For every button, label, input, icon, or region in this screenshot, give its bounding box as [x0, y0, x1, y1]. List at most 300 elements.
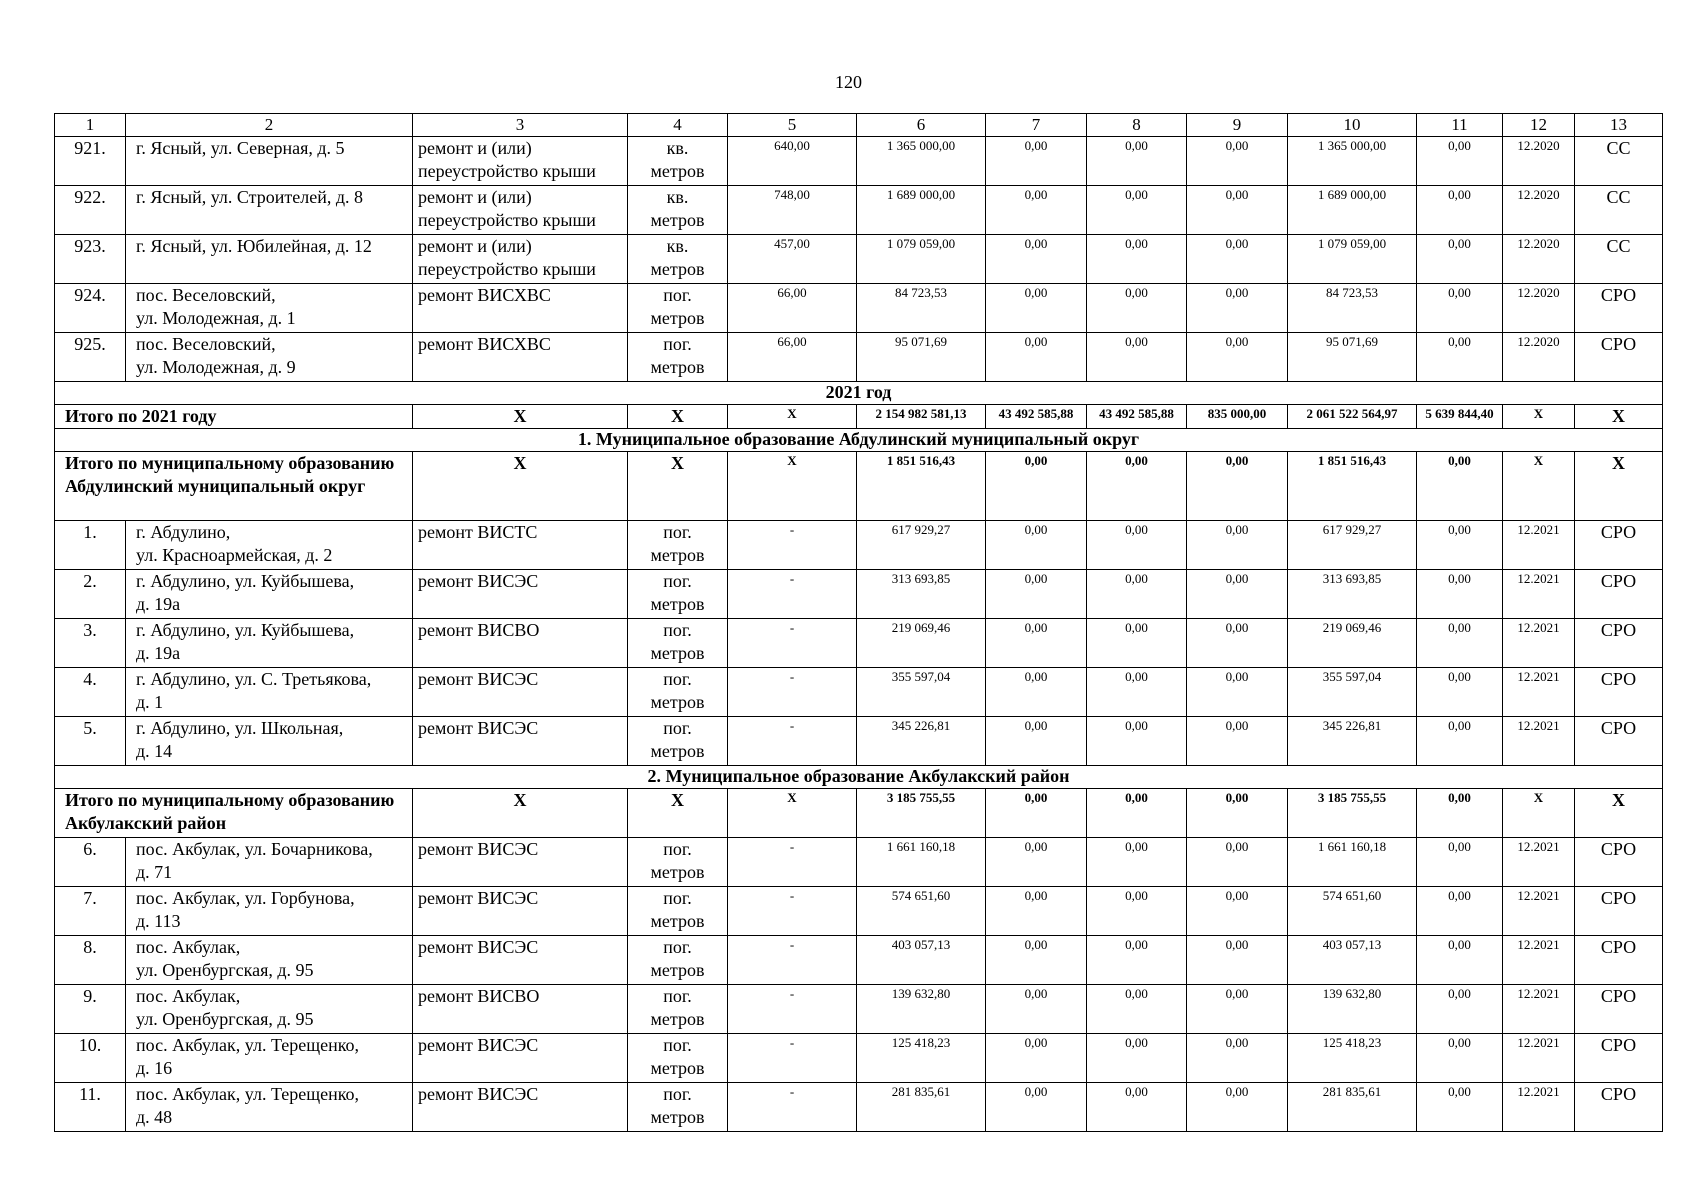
value-c9: 0,00 [1187, 717, 1288, 766]
value-date: 12.2021 [1503, 570, 1575, 619]
section-title-text: 2. Муниципальное образование Акбулакский район [55, 766, 1663, 789]
address-line: пос. Акбулак, ул. Бочарникова, [136, 839, 373, 859]
unit-line: пог. [663, 1084, 692, 1104]
value-c10: 355 597,04 [1288, 668, 1417, 717]
x-mark: Х [413, 452, 628, 521]
unit-line: метров [650, 960, 705, 980]
value-date: 12.2020 [1503, 186, 1575, 235]
x-mark: Х [628, 789, 728, 838]
value-c8: 0,00 [1087, 1034, 1187, 1083]
table-row [55, 284, 1663, 333]
value-c10: 313 693,85 [1288, 570, 1417, 619]
column-header: 2 [126, 114, 413, 137]
unit-line: метров [650, 594, 705, 614]
table-row [55, 985, 1663, 1034]
x-mark: Х [413, 405, 628, 429]
x-mark: Х [1503, 789, 1575, 838]
column-header: 5 [728, 114, 857, 137]
method-cell: СРО [1575, 985, 1663, 1034]
value-date: 12.2020 [1503, 333, 1575, 382]
method-cell: СС [1575, 186, 1663, 235]
address-cell [126, 1083, 413, 1132]
value-total: 617 929,27 [857, 521, 986, 570]
method-cell: СРО [1575, 333, 1663, 382]
method-cell: СРО [1575, 717, 1663, 766]
method-cell: СС [1575, 235, 1663, 284]
work-type-line: ремонт ВИСЭС [418, 571, 539, 591]
x-mark: Х [728, 789, 857, 838]
value-c7: 0,00 [986, 838, 1087, 887]
address-cell [126, 570, 413, 619]
value-c8: 0,00 [1087, 985, 1187, 1034]
total-c7: 43 492 585,88 [986, 405, 1087, 429]
row-number: 10. [55, 1034, 126, 1083]
value-date: 12.2021 [1503, 521, 1575, 570]
table-row [55, 619, 1663, 668]
value-c9: 0,00 [1187, 570, 1288, 619]
row-number: 2. [55, 570, 126, 619]
value-c11: 0,00 [1417, 838, 1503, 887]
value-total: 574 651,60 [857, 887, 986, 936]
method-cell: СС [1575, 137, 1663, 186]
value-c8: 0,00 [1087, 936, 1187, 985]
value-c9: 0,00 [1187, 985, 1288, 1034]
unit-line: метров [650, 862, 705, 882]
value-total: 1 661 160,18 [857, 838, 986, 887]
x-mark: Х [1503, 452, 1575, 521]
address-line: пос. Акбулак, [136, 937, 241, 957]
value-c9: 0,00 [1187, 137, 1288, 186]
work-type-line: ремонт и (или) [418, 236, 532, 256]
address-cell [126, 186, 413, 235]
unit-cell [628, 936, 728, 985]
value-area: 640,00 [728, 137, 857, 186]
table-row [55, 717, 1663, 766]
work-type-line: ремонт ВИСЭС [418, 669, 539, 689]
method-cell: СРО [1575, 619, 1663, 668]
total-c9: 835 000,00 [1187, 405, 1288, 429]
value-c10: 139 632,80 [1288, 985, 1417, 1034]
work-type-line: ремонт ВИСХВС [418, 285, 551, 305]
value-c10: 84 723,53 [1288, 284, 1417, 333]
value-c11: 0,00 [1417, 985, 1503, 1034]
value-total: 84 723,53 [857, 284, 986, 333]
row-number: 6. [55, 838, 126, 887]
value-c7: 0,00 [986, 1083, 1087, 1132]
page-number: 120 [835, 72, 862, 92]
unit-cell [628, 570, 728, 619]
x-mark: Х [413, 789, 628, 838]
value-c10: 1 079 059,00 [1288, 235, 1417, 284]
address-cell [126, 936, 413, 985]
value-c7: 0,00 [986, 186, 1087, 235]
table-row [55, 570, 1663, 619]
value-total: 345 226,81 [857, 717, 986, 766]
unit-cell [628, 838, 728, 887]
unit-cell [628, 717, 728, 766]
value-c8: 0,00 [1087, 619, 1187, 668]
value-c10: 219 069,46 [1288, 619, 1417, 668]
value-area: - [728, 619, 857, 668]
unit-cell [628, 235, 728, 284]
method-cell: СРО [1575, 284, 1663, 333]
value-c8: 0,00 [1087, 284, 1187, 333]
value-c7: 0,00 [986, 985, 1087, 1034]
total-c8: 43 492 585,88 [1087, 405, 1187, 429]
unit-line: пог. [663, 888, 692, 908]
unit-cell [628, 137, 728, 186]
row-number: 925. [55, 333, 126, 382]
value-c8: 0,00 [1087, 186, 1187, 235]
x-mark: Х [1575, 789, 1663, 838]
method-cell: СРО [1575, 1083, 1663, 1132]
work-type-cell [413, 1034, 628, 1083]
value-date: 12.2020 [1503, 284, 1575, 333]
value-area: - [728, 1034, 857, 1083]
unit-cell [628, 668, 728, 717]
total-c6: 2 154 982 581,13 [857, 405, 986, 429]
total-c11: 0,00 [1417, 452, 1503, 521]
table-row [55, 838, 1663, 887]
work-type-cell [413, 985, 628, 1034]
unit-cell [628, 333, 728, 382]
unit-line: пог. [663, 522, 692, 542]
unit-line: пог. [663, 839, 692, 859]
unit-line: метров [650, 210, 705, 230]
row-number: 924. [55, 284, 126, 333]
column-header: 11 [1417, 114, 1503, 137]
unit-line: кв. [666, 236, 689, 256]
value-c9: 0,00 [1187, 936, 1288, 985]
row-number: 8. [55, 936, 126, 985]
section-title-text: 1. Муниципальное образование Абдулинский муниципальный округ [55, 429, 1663, 452]
total-c8: 0,00 [1087, 452, 1187, 521]
unit-line: метров [650, 357, 705, 377]
value-c11: 0,00 [1417, 186, 1503, 235]
work-type-line: ремонт ВИСВО [418, 986, 540, 1006]
value-c7: 0,00 [986, 137, 1087, 186]
value-c11: 0,00 [1417, 1083, 1503, 1132]
unit-line: пог. [663, 620, 692, 640]
value-area: - [728, 521, 857, 570]
address-line: г. Абдулино, ул. С. Третьякова, [136, 669, 372, 689]
column-header: 6 [857, 114, 986, 137]
address-cell [126, 838, 413, 887]
work-type-line: ремонт ВИСЭС [418, 718, 539, 738]
value-area: - [728, 985, 857, 1034]
table-row [55, 1034, 1663, 1083]
address-line: пос. Акбулак, ул. Терещенко, [136, 1035, 360, 1055]
work-type-line: ремонт ВИСХВС [418, 334, 551, 354]
value-c8: 0,00 [1087, 521, 1187, 570]
value-area: - [728, 1083, 857, 1132]
address-cell [126, 717, 413, 766]
x-mark: Х [1503, 405, 1575, 429]
value-area: 66,00 [728, 284, 857, 333]
value-c11: 0,00 [1417, 717, 1503, 766]
row-number: 923. [55, 235, 126, 284]
value-c11: 0,00 [1417, 137, 1503, 186]
value-area: - [728, 838, 857, 887]
work-type-cell [413, 887, 628, 936]
value-c9: 0,00 [1187, 333, 1288, 382]
unit-line: метров [650, 259, 705, 279]
value-c11: 0,00 [1417, 1034, 1503, 1083]
row-number: 5. [55, 717, 126, 766]
value-total: 139 632,80 [857, 985, 986, 1034]
work-type-cell [413, 717, 628, 766]
year-title [55, 382, 1663, 405]
x-mark: Х [1575, 405, 1663, 429]
value-c11: 0,00 [1417, 521, 1503, 570]
address-cell [126, 619, 413, 668]
address-line: д. 14 [136, 741, 173, 761]
unit-line: пог. [663, 669, 692, 689]
value-c11: 0,00 [1417, 619, 1503, 668]
unit-line: метров [650, 1009, 705, 1029]
work-type-cell [413, 137, 628, 186]
value-c10: 1 661 160,18 [1288, 838, 1417, 887]
value-c7: 0,00 [986, 570, 1087, 619]
value-total: 1 689 000,00 [857, 186, 986, 235]
table-row [55, 186, 1663, 235]
value-area: 457,00 [728, 235, 857, 284]
unit-cell [628, 521, 728, 570]
value-total: 313 693,85 [857, 570, 986, 619]
value-date: 12.2021 [1503, 985, 1575, 1034]
value-c7: 0,00 [986, 668, 1087, 717]
value-total: 281 835,61 [857, 1083, 986, 1132]
value-c8: 0,00 [1087, 333, 1187, 382]
value-c10: 345 226,81 [1288, 717, 1417, 766]
value-total: 1 365 000,00 [857, 137, 986, 186]
method-cell: СРО [1575, 570, 1663, 619]
x-mark: Х [628, 405, 728, 429]
value-date: 12.2021 [1503, 717, 1575, 766]
value-area: - [728, 717, 857, 766]
value-c9: 0,00 [1187, 1083, 1288, 1132]
value-c8: 0,00 [1087, 717, 1187, 766]
address-line: ул. Красноармейская, д. 2 [136, 545, 333, 565]
value-c10: 125 418,23 [1288, 1034, 1417, 1083]
address-line: д. 1 [136, 692, 164, 712]
work-type-line: ремонт ВИСЭС [418, 937, 539, 957]
method-cell: СРО [1575, 1034, 1663, 1083]
unit-line: метров [650, 545, 705, 565]
value-c8: 0,00 [1087, 838, 1187, 887]
unit-cell [628, 887, 728, 936]
value-total: 125 418,23 [857, 1034, 986, 1083]
method-cell: СРО [1575, 838, 1663, 887]
value-c8: 0,00 [1087, 235, 1187, 284]
work-type-line: ремонт и (или) [418, 138, 532, 158]
work-type-line: ремонт и (или) [418, 187, 532, 207]
value-area: - [728, 570, 857, 619]
value-c7: 0,00 [986, 284, 1087, 333]
value-c9: 0,00 [1187, 521, 1288, 570]
value-c9: 0,00 [1187, 284, 1288, 333]
value-date: 12.2020 [1503, 137, 1575, 186]
address-line: г. Абдулино, ул. Куйбышева, [136, 571, 355, 591]
address-line: пос. Веселовский, [136, 285, 276, 305]
address-line: г. Ясный, ул. Юбилейная, д. 12 [136, 236, 372, 256]
value-total: 355 597,04 [857, 668, 986, 717]
unit-line: пог. [663, 1035, 692, 1055]
address-cell [126, 887, 413, 936]
total-row [55, 452, 1663, 521]
value-area: - [728, 887, 857, 936]
table-row [55, 936, 1663, 985]
work-type-line: ремонт ВИСЭС [418, 888, 539, 908]
value-date: 12.2021 [1503, 887, 1575, 936]
value-c10: 95 071,69 [1288, 333, 1417, 382]
work-type-line: ремонт ВИСВО [418, 620, 540, 640]
total-c6: 3 185 755,55 [857, 789, 986, 838]
value-area: - [728, 936, 857, 985]
total-c10: 1 851 516,43 [1288, 452, 1417, 521]
value-total: 95 071,69 [857, 333, 986, 382]
unit-cell [628, 1034, 728, 1083]
value-c7: 0,00 [986, 717, 1087, 766]
x-mark: Х [728, 405, 857, 429]
row-number: 1. [55, 521, 126, 570]
value-c9: 0,00 [1187, 668, 1288, 717]
value-c7: 0,00 [986, 235, 1087, 284]
address-line: д. 19а [136, 594, 181, 614]
value-c10: 1 689 000,00 [1288, 186, 1417, 235]
value-c10: 617 929,27 [1288, 521, 1417, 570]
work-type-cell [413, 333, 628, 382]
total-c10: 3 185 755,55 [1288, 789, 1417, 838]
total-label: Итого по муниципальному образованию Абдулинский муниципальный округ [55, 452, 413, 521]
column-header: 1 [55, 114, 126, 137]
value-c10: 1 365 000,00 [1288, 137, 1417, 186]
column-header: 4 [628, 114, 728, 137]
unit-cell [628, 284, 728, 333]
total-c7: 0,00 [986, 452, 1087, 521]
value-date: 12.2021 [1503, 619, 1575, 668]
value-c7: 0,00 [986, 936, 1087, 985]
address-line: д. 16 [136, 1058, 173, 1078]
address-cell [126, 1034, 413, 1083]
total-row [55, 405, 1663, 429]
unit-cell [628, 619, 728, 668]
unit-line: кв. [666, 138, 689, 158]
value-c10: 403 057,13 [1288, 936, 1417, 985]
value-c8: 0,00 [1087, 668, 1187, 717]
unit-line: метров [650, 692, 705, 712]
value-c9: 0,00 [1187, 1034, 1288, 1083]
value-area: 66,00 [728, 333, 857, 382]
value-c11: 0,00 [1417, 668, 1503, 717]
value-c9: 0,00 [1187, 838, 1288, 887]
total-c8: 0,00 [1087, 789, 1187, 838]
row-number: 11. [55, 1083, 126, 1132]
value-c9: 0,00 [1187, 619, 1288, 668]
work-type-cell [413, 619, 628, 668]
work-type-cell [413, 521, 628, 570]
year-title-text: 2021 год [55, 382, 1663, 405]
value-c8: 0,00 [1087, 570, 1187, 619]
unit-line: пог. [663, 986, 692, 1006]
work-type-line: переустройство крыши [418, 161, 596, 181]
value-date: 12.2021 [1503, 838, 1575, 887]
value-total: 1 079 059,00 [857, 235, 986, 284]
unit-cell [628, 1083, 728, 1132]
value-c11: 0,00 [1417, 570, 1503, 619]
unit-line: метров [650, 161, 705, 181]
value-date: 12.2021 [1503, 1083, 1575, 1132]
table-row [55, 333, 1663, 382]
table-row [55, 235, 1663, 284]
work-type-cell [413, 1083, 628, 1132]
method-cell: СРО [1575, 936, 1663, 985]
value-c11: 0,00 [1417, 936, 1503, 985]
value-c7: 0,00 [986, 1034, 1087, 1083]
unit-line: метров [650, 308, 705, 328]
address-line: пос. Акбулак, [136, 986, 241, 1006]
work-type-cell [413, 668, 628, 717]
value-c9: 0,00 [1187, 235, 1288, 284]
unit-line: метров [650, 1107, 705, 1127]
column-header: 9 [1187, 114, 1288, 137]
column-header: 12 [1503, 114, 1575, 137]
value-c8: 0,00 [1087, 1083, 1187, 1132]
value-c10: 574 651,60 [1288, 887, 1417, 936]
value-c9: 0,00 [1187, 186, 1288, 235]
address-line: г. Ясный, ул. Северная, д. 5 [136, 138, 345, 158]
work-type-line: переустройство крыши [418, 210, 596, 230]
work-type-line: переустройство крыши [418, 259, 596, 279]
row-number: 9. [55, 985, 126, 1034]
value-c7: 0,00 [986, 521, 1087, 570]
address-line: пос. Акбулак, ул. Терещенко, [136, 1084, 360, 1104]
work-type-line: ремонт ВИСЭС [418, 1084, 539, 1104]
work-type-cell [413, 186, 628, 235]
unit-cell [628, 186, 728, 235]
value-total: 403 057,13 [857, 936, 986, 985]
value-c8: 0,00 [1087, 887, 1187, 936]
total-c10: 2 061 522 564,97 [1288, 405, 1417, 429]
header-row [55, 114, 1663, 137]
total-c7: 0,00 [986, 789, 1087, 838]
value-total: 219 069,46 [857, 619, 986, 668]
value-area: 748,00 [728, 186, 857, 235]
section-title [55, 766, 1663, 789]
value-date: 12.2021 [1503, 936, 1575, 985]
unit-line: пог. [663, 571, 692, 591]
value-date: 12.2021 [1503, 1034, 1575, 1083]
address-line: д. 113 [136, 911, 181, 931]
value-c7: 0,00 [986, 619, 1087, 668]
column-header: 3 [413, 114, 628, 137]
unit-line: метров [650, 741, 705, 761]
address-line: г. Абдулино, ул. Школьная, [136, 718, 344, 738]
column-header: 10 [1288, 114, 1417, 137]
unit-line: метров [650, 643, 705, 663]
row-number: 7. [55, 887, 126, 936]
table-row [55, 887, 1663, 936]
section-title [55, 429, 1663, 452]
total-label: Итого по 2021 году [55, 405, 413, 429]
total-c11: 0,00 [1417, 789, 1503, 838]
address-line: г. Ясный, ул. Строителей, д. 8 [136, 187, 364, 207]
table-row [55, 668, 1663, 717]
work-type-cell [413, 838, 628, 887]
unit-line: пог. [663, 285, 692, 305]
unit-line: пог. [663, 334, 692, 354]
work-type-cell [413, 284, 628, 333]
